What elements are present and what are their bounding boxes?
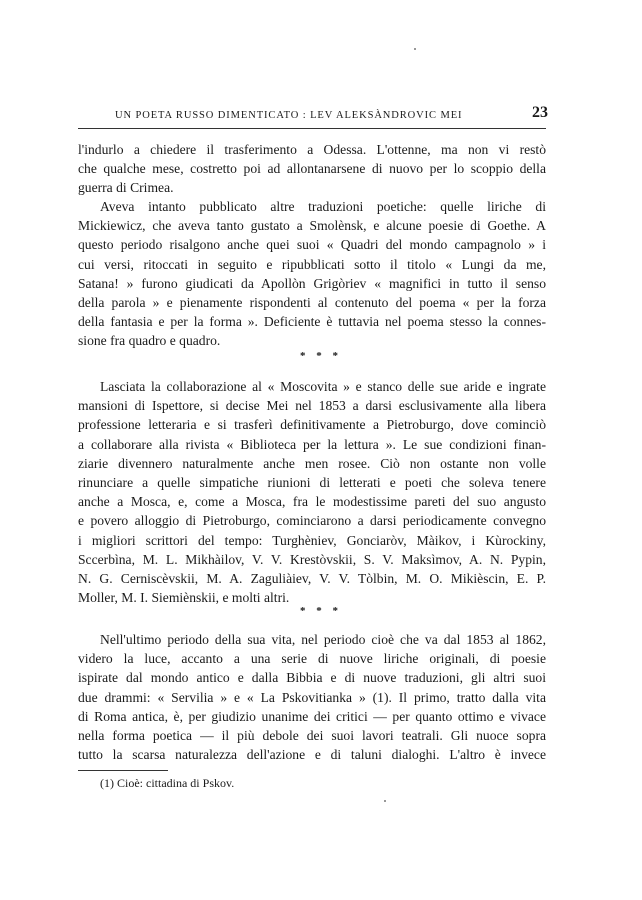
text-line: N. G. Cerniscèvskii, M. A. Zaguliàiev, V. V. Tòlbin, M. O. Mikièscin, E. P. [78,570,546,586]
text-line: a collaborare alla rivista « Biblioteca per la lettura ». Le sue condizioni finan- [78,436,546,452]
paragraph-3 [78,377,546,607]
text-line: due drammi: « Servilia » e « La Pskovitianka » (1). Il primo, tratto dalla vita [78,689,546,705]
section-separator: * * * [300,605,342,617]
running-title: UN POETA RUSSO DIMENTICATO : LEV ALEKSÀNDROVIC MEI [115,110,463,121]
text-line: nella forma poetica — il più debole dei suoi lavori teatrali. Gli nuoce sopra [78,727,546,743]
text-line: anche a Mosca, e, come a Mosca, fra le modestissime pareti del suo angusto [78,494,546,510]
section-separator: * * * [300,350,342,362]
paragraph-2 [78,197,546,351]
text-line: questo periodo risalgono anche quei suoi « Quadri del mondo campagnolo » i [78,237,546,253]
text-line: Mickiewicz, che aveva tanto gustato a Smolènsk, e alcune poesie di Goethe. A [78,218,546,234]
header-rule [78,128,546,129]
scan-speck [384,800,386,802]
text-line: guerra di Crimea. [78,180,174,196]
paragraph-1 [78,140,546,198]
text-line: mansioni di Ispettore, si decise Mei nel 1853 a darsi esclusivamente alla libera [78,398,546,414]
text-line: cui versi, ritoccati in seguito e ripubblicati sotto il titolo « Lungi da me, [78,256,546,272]
paragraph-4 [78,630,546,764]
text-line: videro la luce, accanto a una serie di nuove liriche originali, di poesie [78,651,546,667]
text-line: Satana! » furono giudicati da Apollòn Grigòriev « magnifici in tutto il senso [78,275,546,291]
text-line: professione letteraria e si trasferì definitivamente a Pietroburgo, dove cominciò [78,417,546,433]
text-line: i migliori scrittori del tempo: Turghèniev, Gonciaròv, Màikov, i Kùrockiny, [78,532,546,548]
running-head [78,104,548,126]
page-number: 23 [532,104,548,121]
scan-speck [414,48,416,50]
footnote: (1) Cioè: cittadina di Pskov. [100,776,235,790]
text-line: sione fra quadro e quadro. [78,333,221,349]
text-line: di Roma antica, è, per giudizio unanime dei critici — per quanto ottimo e vivace [78,708,546,724]
text-line: Aveva intanto pubblicato altre traduzioni poetiche: quelle liriche di [100,199,546,214]
text-line: Nell'ultimo periodo della sua vita, nel periodo cioè che va dal 1853 al 1862, [100,632,546,647]
text-line: tutto la scarsa naturalezza dell'azione e di taluni dialoghi. L'altro è invece [78,747,546,763]
text-line: l'indurlo a chiedere il trasferimento a Odessa. L'ottenne, ma non vi restò [78,142,546,157]
text-line: che qualche mese, costretto poi ad allontanarsene di nuovo per lo scoppio della [78,161,546,177]
text-line: e povero alloggio di Pietroburgo, cominciarono a darsi periodicamente convegno [78,513,546,529]
text-line: Lasciata la collaborazione al « Moscovita » e stanco delle sue aride e ingrate [100,379,546,394]
text-line: rinunciare a quelle simpatiche riunioni di letterati e poeti che soleva tenere [78,474,546,490]
text-line: della fantasia e per la forma ». Deficiente è tuttavia nel poema stesso la connes- [78,314,546,330]
footnote-rule [78,770,168,771]
text-line: ziarie divennero naturalmente anche men rosee. Ciò non ostante non volle [78,455,546,471]
text-line: Sccerbìna, M. L. Mikhàilov, V. V. Krestòvskii, S. V. Maksìmov, A. N. Pypin, [78,551,546,567]
text-line: ispirate dal mondo antico e dalla Bibbia e di nuove traduzioni, gli altri suoi [78,670,546,686]
text-line: della parola » e pienamente rispondenti al contenuto del poema « per la forza [78,294,546,310]
text-line: Moller, M. I. Siemiènskii, e molti altri. [78,590,290,606]
